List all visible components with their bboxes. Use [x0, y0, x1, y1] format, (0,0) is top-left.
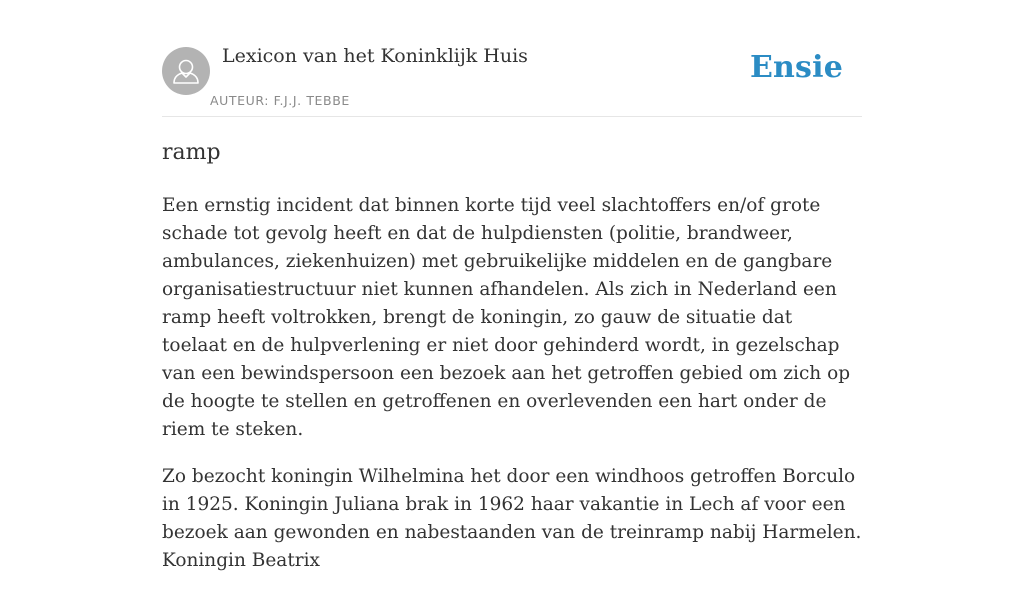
- header: [162, 0, 862, 117]
- entry-title: ramp: [162, 140, 221, 165]
- entry-paragraph: Een ernstig incident dat binnen korte tijd veel slachtoffers en/of grote schade tot gevolg heeft en dat de hulpdiensten (politie, brandweer, ambulances, ziekenhuizen) met gebruikelijke middelen en de gangbare organisatiestructuur niet kunnen afhandelen. Als zich in Nederland een ramp heeft voltrokken, brengt de koningin, zo gauw de situatie dat toelaat en de hulpverlening er niet door gehinderd wordt, in gezelschap van een bewindspersoon een bezoek aan het getroffen gebied om zich op de hoogte te stellen en getroffenen en overlevenden een hart onder de riem te steken.: [162, 195, 851, 440]
- author-label[interactable]: AUTEUR: F.J.J. TEBBE: [210, 93, 350, 108]
- brand-logo[interactable]: Ensie: [749, 50, 843, 85]
- entry-paragraph: Zo bezocht koningin Wilhelmina het door een windhoos getroffen Borculo in 1925. Koningin Juliana brak in 1962 haar vakantie in Lech af voor een bezoek aan gewonden en nabestaanden van de treinramp nabij Harmelen. Koningin Beatrix: [162, 466, 862, 571]
- entry-body: [162, 192, 862, 594]
- author-avatar[interactable]: [162, 47, 210, 95]
- book-title[interactable]: Lexicon van het Koninklijk Huis: [222, 45, 528, 67]
- user-silhouette-icon: [162, 47, 210, 95]
